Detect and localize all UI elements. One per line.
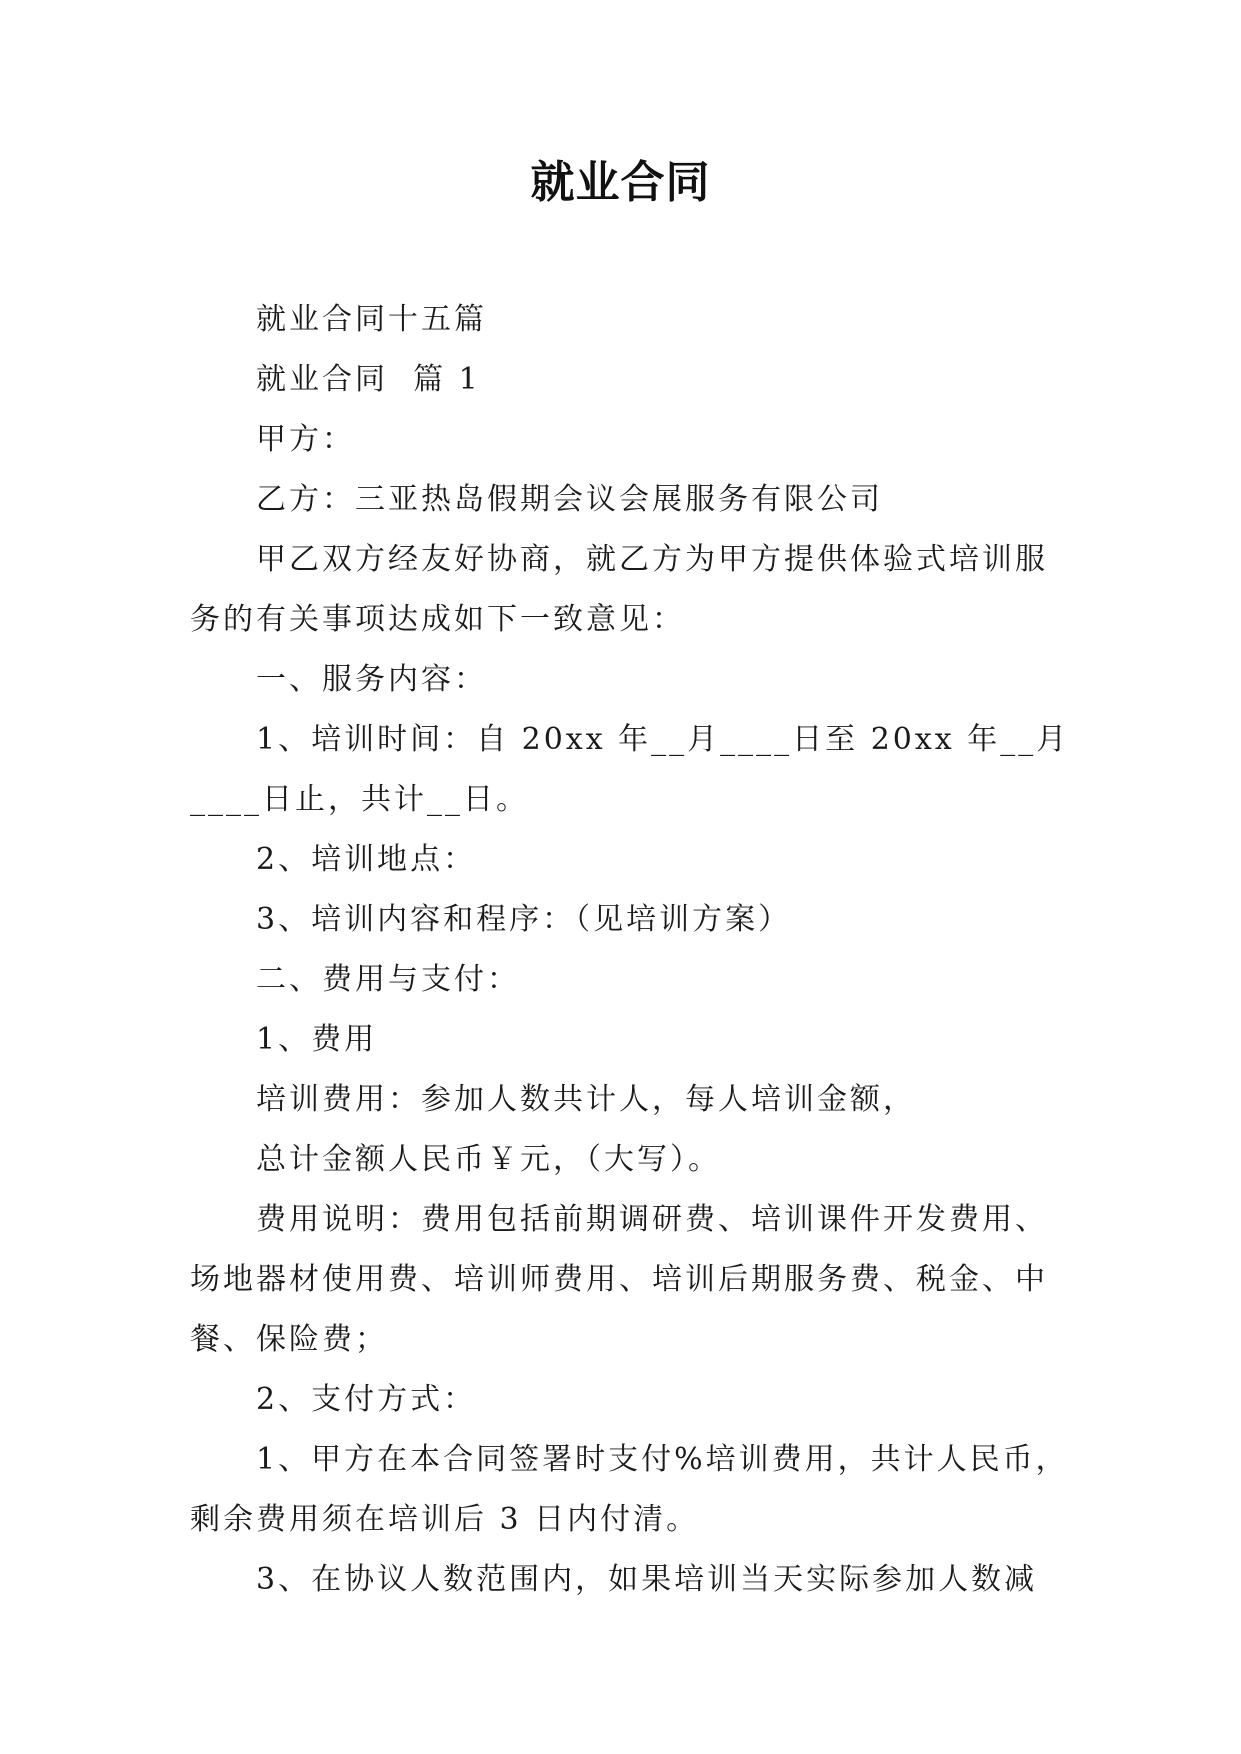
paragraph: 乙方：三亚热岛假期会议会展服务有限公司 xyxy=(256,482,883,517)
paragraph: 甲方： xyxy=(256,422,355,457)
paragraph: 二、费用与支付： xyxy=(256,962,520,997)
paragraph: 1、费用 xyxy=(256,1022,378,1057)
paragraph: 就业合同十五篇 xyxy=(256,302,487,337)
paragraph: 总计金额人民币￥元，（大写）。 xyxy=(256,1142,721,1177)
paragraph: 费用说明：费用包括前期调研费、培训课件开发费用、场地器材使用费、培训师费用、培训后期服务费、税金、中餐、保险费； xyxy=(190,1202,1048,1357)
paragraph: 甲乙双方经友好协商，就乙方为甲方提供体验式培训服务的有关事项达成如下一致意见： xyxy=(190,542,1048,637)
document-title: 就业合同 xyxy=(530,157,711,208)
paragraph: 2、培训地点： xyxy=(256,842,477,877)
paragraph: 3、培训内容和程序：（见培训方案） xyxy=(256,902,792,937)
paragraph: 2、支付方式： xyxy=(256,1382,477,1417)
paragraph: 就业合同 篇 1 xyxy=(256,362,481,397)
document-body xyxy=(190,290,1070,1610)
paragraph: 培训费用：参加人数共计人，每人培训金额， xyxy=(256,1082,916,1117)
paragraph: 一、服务内容： xyxy=(256,662,487,697)
paragraph: 3、在协议人数范围内，如果培训当天实际参加人数减 xyxy=(256,1562,1038,1597)
paragraph: 1、甲方在本合同签署时支付%培训费用，共计人民币，剩余费用须在培训后 3 日内付清。 xyxy=(190,1442,1069,1537)
paragraph: 1、培训时间：自 20xx 年__月____日至 20xx 年__月____日止，共计__日。 xyxy=(190,722,1070,817)
